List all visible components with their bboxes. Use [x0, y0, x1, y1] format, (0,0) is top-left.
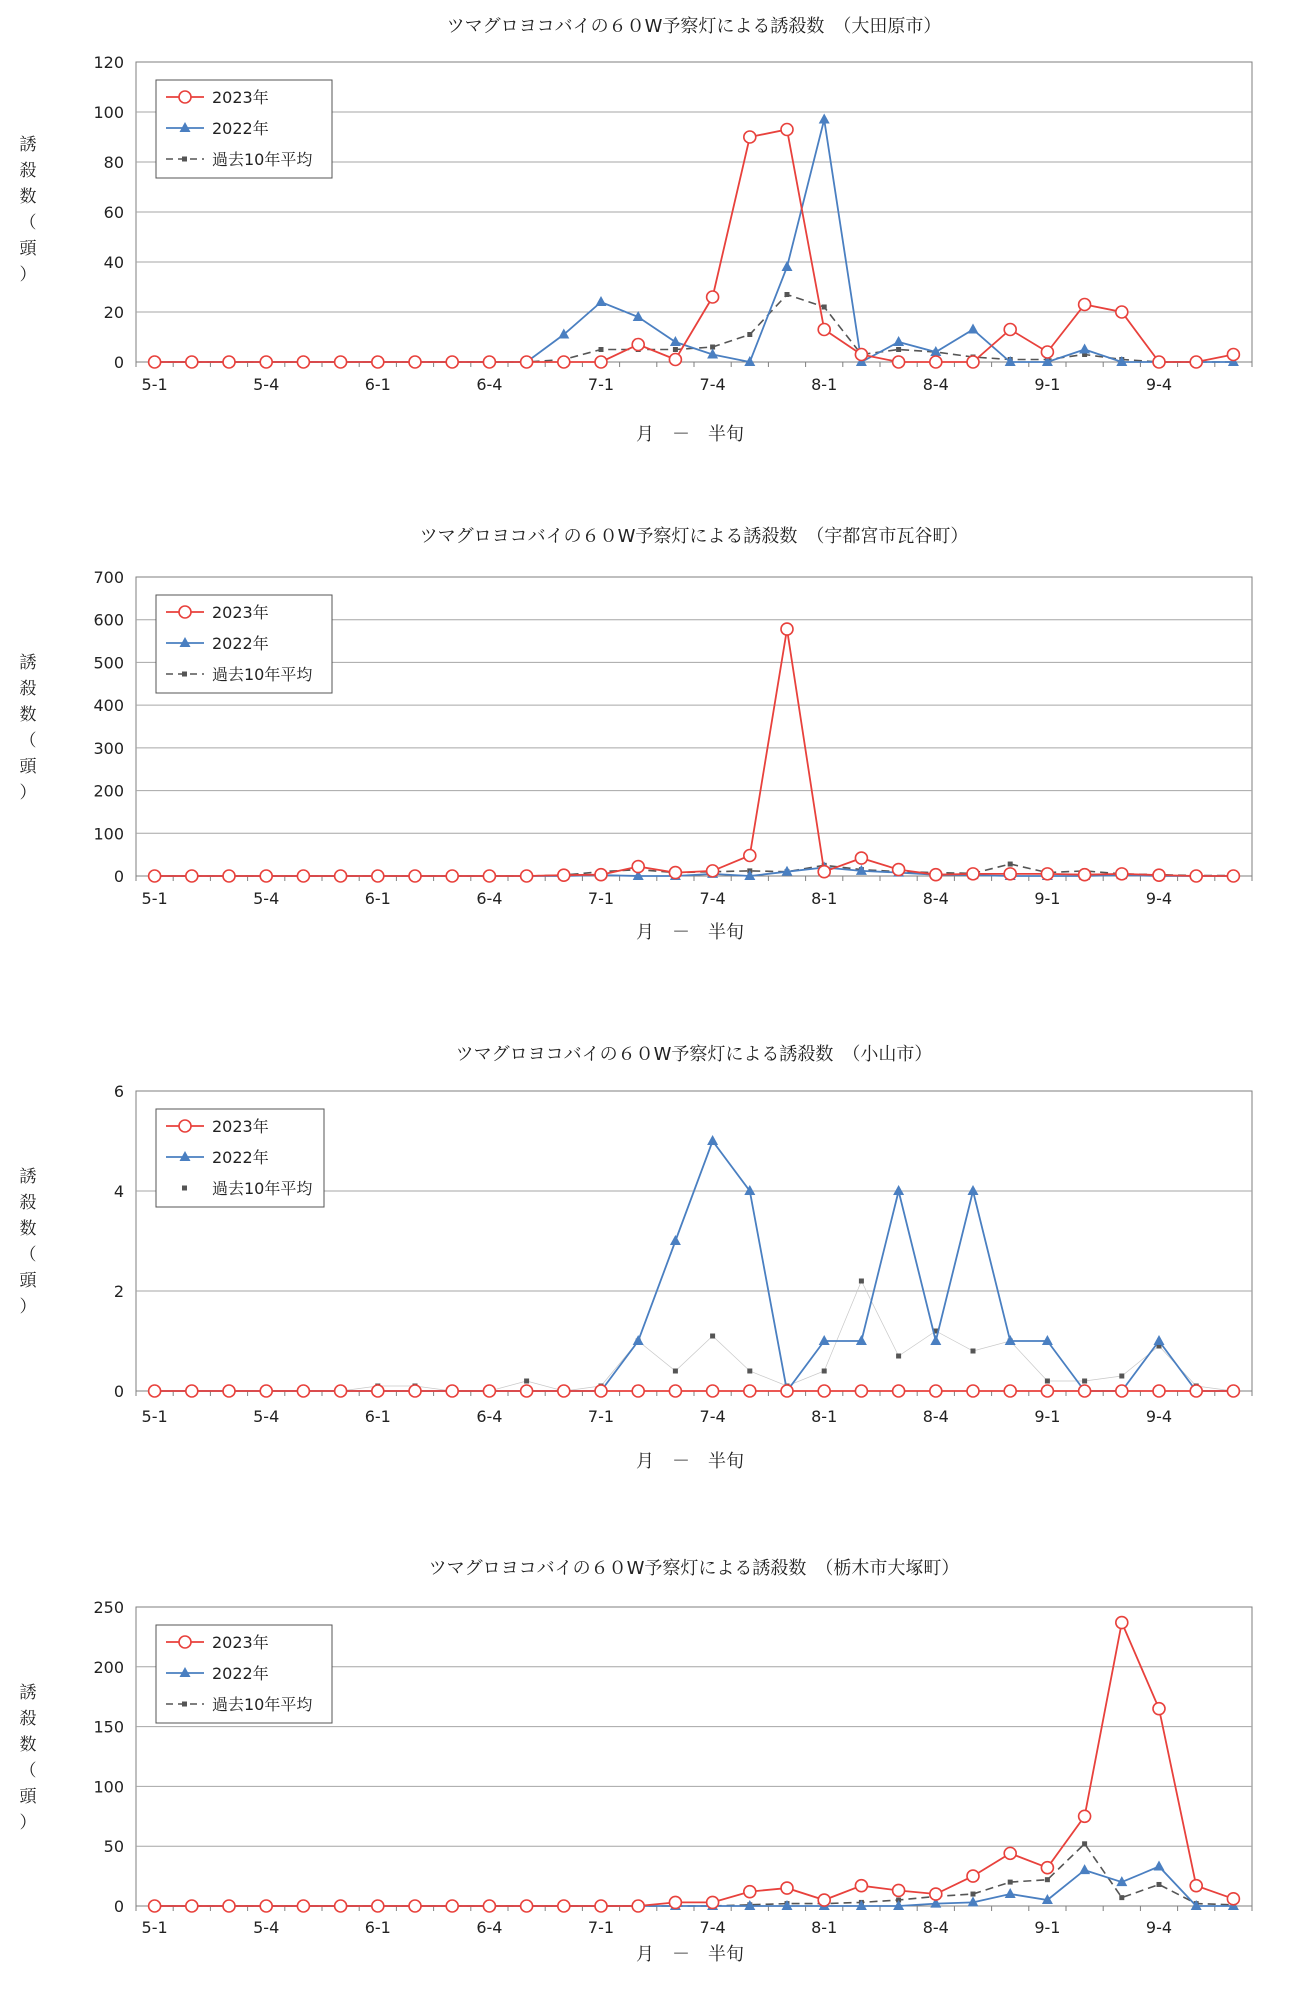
point-2023: [409, 1900, 421, 1912]
point-2023: [1190, 1385, 1202, 1397]
legend-marker-2023: [179, 91, 191, 103]
point-2023: [707, 1385, 719, 1397]
point-2023: [1227, 870, 1239, 882]
point-2023: [186, 1900, 198, 1912]
x-tick-label: 9-1: [1034, 889, 1061, 908]
point-2023: [409, 356, 421, 368]
point-2023: [483, 356, 495, 368]
point-2023: [595, 1385, 607, 1397]
y-axis-label-char: 殺: [19, 1709, 37, 1729]
point-2023: [558, 1900, 570, 1912]
y-axis-label-char: 誘: [19, 1683, 37, 1703]
point-2022: [707, 1135, 718, 1145]
point-2023: [1004, 1847, 1016, 1859]
x-tick-label: 6-1: [364, 1407, 391, 1426]
x-tick-label: 5-1: [141, 1407, 168, 1426]
point-avg: [1008, 1880, 1013, 1885]
y-axis-label-char: 数: [19, 187, 37, 207]
legend-label-y2023: 2023年: [212, 603, 269, 622]
point-avg: [971, 1349, 976, 1354]
point-2023: [744, 1385, 756, 1397]
y-tick-label: 0: [113, 1382, 124, 1401]
point-avg: [1157, 1882, 1162, 1887]
legend-marker-avg: [182, 1702, 187, 1707]
point-2023: [1004, 1385, 1016, 1397]
point-2023: [186, 870, 198, 882]
y-axis-label-char: 頭: [19, 757, 37, 777]
y-axis-label-char: （: [19, 731, 37, 751]
legend-label-y2022: 2022年: [212, 634, 269, 653]
point-2023: [781, 1882, 793, 1894]
point-2023: [1041, 1862, 1053, 1874]
point-2023: [744, 131, 756, 143]
x-tick-label: 5-1: [141, 889, 168, 908]
x-axis-label: 月 － 半旬: [636, 1451, 744, 1472]
point-avg: [524, 1379, 529, 1384]
point-2023: [595, 356, 607, 368]
x-tick-label: 6-4: [476, 1918, 503, 1937]
x-tick-label: 6-4: [476, 1407, 503, 1426]
y-tick-label: 2: [113, 1282, 124, 1301]
point-2022: [856, 1900, 867, 1910]
point-avg: [1082, 1379, 1087, 1384]
point-2023: [818, 1385, 830, 1397]
point-2022: [596, 296, 607, 306]
y-tick-label: 50: [103, 1837, 124, 1857]
point-2023: [707, 1896, 719, 1908]
point-2023: [930, 1385, 942, 1397]
x-tick-label: 7-4: [699, 1407, 726, 1426]
point-2023: [483, 1385, 495, 1397]
point-2023: [149, 1900, 161, 1912]
x-axis-label: 月 － 半旬: [636, 424, 744, 445]
point-2022: [670, 1235, 681, 1245]
point-2023: [893, 1385, 905, 1397]
y-axis-label-char: ）: [19, 265, 37, 285]
point-2023: [669, 354, 681, 366]
chart-tochigi: [0, 1540, 1305, 2010]
y-tick-label: 100: [93, 103, 124, 122]
point-2023: [632, 339, 644, 351]
point-2023: [483, 870, 495, 882]
x-tick-label: 9-1: [1034, 1918, 1061, 1937]
point-2022: [968, 324, 979, 334]
point-2023: [930, 356, 942, 368]
chart-title: ツマグロヨコバイの６０W予察灯による誘殺数 （栃木市大塚町）: [428, 1558, 960, 1579]
x-tick-label: 5-4: [253, 375, 280, 394]
x-tick-label: 9-4: [1145, 1918, 1173, 1937]
chart-title: ツマグロヨコバイの６０W予察灯による誘殺数 （宇都宮市瓦谷町）: [419, 526, 969, 547]
chart-utsunomiya: [0, 510, 1305, 970]
point-2023: [1116, 1617, 1128, 1629]
point-2023: [1153, 1385, 1165, 1397]
x-tick-label: 6-1: [364, 889, 391, 908]
y-axis-label-char: 数: [19, 1219, 37, 1239]
legend-label-y2023: 2023年: [212, 1633, 269, 1652]
point-2023: [223, 1900, 235, 1912]
point-2023: [1041, 346, 1053, 358]
y-axis-label-char: 殺: [19, 161, 37, 181]
legend-label-avg: 過去10年平均: [212, 1179, 313, 1198]
point-avg: [673, 1369, 678, 1374]
point-2023: [260, 356, 272, 368]
point-2023: [1004, 324, 1016, 336]
point-avg: [859, 1279, 864, 1284]
x-tick-label: 5-4: [253, 1407, 280, 1426]
point-2023: [1153, 1703, 1165, 1715]
y-axis-label-char: ）: [19, 1297, 37, 1317]
point-2023: [1079, 299, 1091, 311]
point-2023: [669, 867, 681, 879]
point-2022: [930, 1335, 941, 1345]
legend-label-avg: 過去10年平均: [212, 665, 313, 684]
point-2023: [521, 870, 533, 882]
point-2023: [855, 1385, 867, 1397]
point-2022: [968, 1185, 979, 1195]
y-tick-label: 0: [113, 353, 124, 372]
y-tick-label: 60: [103, 203, 124, 222]
y-tick-label: 150: [93, 1717, 124, 1737]
legend-marker-avg: [182, 157, 187, 162]
x-tick-label: 7-1: [587, 1918, 615, 1937]
point-2023: [1227, 349, 1239, 361]
point-2023: [595, 1900, 607, 1912]
point-2023: [595, 869, 607, 881]
point-2022: [856, 1335, 867, 1345]
legend-marker-avg: [182, 672, 187, 677]
point-2023: [855, 1880, 867, 1892]
point-2023: [818, 866, 830, 878]
point-avg: [1119, 1374, 1124, 1379]
legend-label-y2022: 2022年: [212, 1148, 269, 1167]
x-tick-label: 5-1: [141, 1918, 168, 1937]
point-avg: [896, 347, 901, 352]
point-2023: [223, 870, 235, 882]
point-2023: [1079, 1810, 1091, 1822]
y-axis-label-char: （: [19, 213, 37, 233]
point-2023: [1153, 869, 1165, 881]
y-axis-label-char: （: [19, 1761, 37, 1781]
point-avg: [822, 1369, 827, 1374]
legend-marker-2023: [179, 606, 191, 618]
y-tick-label: 100: [93, 1777, 124, 1797]
legend-marker-2023: [179, 1120, 191, 1132]
point-2023: [1227, 1385, 1239, 1397]
y-axis-label-char: （: [19, 1245, 37, 1265]
point-2023: [372, 870, 384, 882]
x-tick-label: 7-4: [699, 1918, 726, 1937]
point-2023: [446, 356, 458, 368]
x-tick-label: 6-1: [364, 1918, 391, 1937]
point-2023: [521, 356, 533, 368]
point-2023: [632, 861, 644, 873]
x-tick-label: 8-4: [922, 375, 949, 394]
point-2023: [1190, 356, 1202, 368]
point-2023: [1079, 869, 1091, 881]
point-2023: [818, 1894, 830, 1906]
y-tick-label: 500: [93, 653, 124, 673]
x-tick-label: 6-1: [364, 375, 391, 394]
x-tick-label: 9-1: [1034, 375, 1061, 394]
y-axis-label-char: 殺: [19, 679, 37, 699]
point-2023: [669, 1896, 681, 1908]
y-tick-label: 400: [93, 696, 124, 716]
legend-label-avg: 過去10年平均: [212, 1695, 313, 1714]
point-avg: [710, 1334, 715, 1339]
point-2023: [967, 868, 979, 880]
y-tick-label: 300: [93, 738, 124, 758]
x-axis-label: 月 － 半旬: [636, 1944, 744, 1965]
x-tick-label: 8-4: [922, 889, 949, 908]
x-tick-label: 8-4: [922, 1407, 949, 1426]
x-tick-label: 9-1: [1034, 1407, 1061, 1426]
y-axis-label-char: ）: [19, 783, 37, 803]
y-axis-label-char: 誘: [19, 653, 37, 673]
point-2023: [632, 1385, 644, 1397]
x-axis-label: 月 － 半旬: [636, 922, 744, 943]
point-2023: [223, 1385, 235, 1397]
point-2023: [446, 1900, 458, 1912]
point-2023: [855, 349, 867, 361]
point-2023: [223, 356, 235, 368]
y-tick-label: 20: [103, 303, 124, 322]
point-2023: [1190, 1880, 1202, 1892]
point-2023: [409, 870, 421, 882]
point-2023: [1116, 868, 1128, 880]
point-2023: [707, 291, 719, 303]
legend-label-y2022: 2022年: [212, 1664, 269, 1683]
point-avg: [747, 1369, 752, 1374]
y-axis-label-char: 数: [19, 705, 37, 725]
x-tick-label: 8-1: [811, 1918, 838, 1937]
point-avg: [673, 347, 678, 352]
point-avg: [1045, 1877, 1050, 1882]
point-avg: [1008, 862, 1013, 867]
point-2023: [297, 1385, 309, 1397]
point-2022: [819, 114, 830, 124]
point-2022: [1042, 1335, 1053, 1345]
y-axis-label-char: ）: [19, 1813, 37, 1833]
x-tick-label: 7-4: [699, 889, 726, 908]
point-avg: [822, 305, 827, 310]
x-tick-label: 8-1: [811, 375, 838, 394]
point-2023: [186, 1385, 198, 1397]
point-2023: [1116, 1385, 1128, 1397]
point-2023: [967, 356, 979, 368]
point-2022: [782, 1900, 793, 1910]
point-2023: [372, 1385, 384, 1397]
point-2023: [558, 356, 570, 368]
point-2023: [893, 864, 905, 876]
point-2023: [335, 870, 347, 882]
point-2023: [1190, 870, 1202, 882]
point-2023: [669, 1385, 681, 1397]
y-axis-label-char: 誘: [19, 135, 37, 155]
point-2022: [1005, 1335, 1016, 1345]
y-tick-label: 40: [103, 253, 124, 272]
point-avg: [1119, 1895, 1124, 1900]
point-2023: [483, 1900, 495, 1912]
point-2022: [1005, 1888, 1016, 1898]
point-2023: [335, 1900, 347, 1912]
y-axis-label-char: 誘: [19, 1167, 37, 1187]
point-2022: [893, 1185, 904, 1195]
point-2023: [521, 1900, 533, 1912]
chart-oyama: [0, 1030, 1305, 1510]
point-2023: [930, 869, 942, 881]
y-tick-label: 4: [113, 1182, 124, 1201]
y-tick-label: 6: [113, 1082, 124, 1101]
x-tick-label: 9-4: [1145, 375, 1173, 394]
series-line-2022: [155, 1867, 1234, 1907]
y-axis-label-char: 殺: [19, 1193, 37, 1213]
chart-title: ツマグロヨコバイの６０W予察灯による誘殺数 （小山市）: [455, 1044, 933, 1065]
y-tick-label: 100: [93, 824, 124, 844]
point-2023: [372, 356, 384, 368]
y-tick-label: 700: [93, 568, 124, 587]
legend-marker-2023: [179, 1636, 191, 1648]
y-tick-label: 80: [103, 153, 124, 172]
x-tick-label: 8-4: [922, 1918, 949, 1937]
point-2023: [335, 356, 347, 368]
point-2023: [260, 1385, 272, 1397]
point-2022: [1079, 1864, 1090, 1874]
point-2023: [781, 124, 793, 136]
point-2023: [1041, 1385, 1053, 1397]
point-2023: [149, 870, 161, 882]
point-avg: [971, 1892, 976, 1897]
x-tick-label: 5-4: [253, 1918, 280, 1937]
point-avg: [785, 292, 790, 297]
point-2023: [297, 356, 309, 368]
point-2023: [409, 1385, 421, 1397]
point-2023: [818, 324, 830, 336]
x-tick-label: 6-4: [476, 889, 503, 908]
point-2023: [893, 356, 905, 368]
point-avg: [1082, 1841, 1087, 1846]
y-axis-label-char: 数: [19, 1735, 37, 1755]
point-avg: [896, 1354, 901, 1359]
point-2022: [633, 1335, 644, 1345]
y-tick-label: 200: [93, 781, 124, 801]
point-2023: [260, 870, 272, 882]
point-2022: [670, 336, 681, 346]
point-2023: [1004, 868, 1016, 880]
x-tick-label: 6-4: [476, 375, 503, 394]
point-2022: [1154, 1335, 1165, 1345]
point-2023: [1153, 356, 1165, 368]
point-2023: [967, 1385, 979, 1397]
point-2022: [1079, 344, 1090, 354]
x-tick-label: 9-4: [1145, 1407, 1173, 1426]
point-2023: [372, 1900, 384, 1912]
point-2023: [1116, 306, 1128, 318]
point-2023: [558, 1385, 570, 1397]
point-2023: [297, 1900, 309, 1912]
point-2023: [744, 849, 756, 861]
point-2023: [335, 1385, 347, 1397]
x-tick-label: 7-1: [587, 1407, 615, 1426]
point-2022: [1154, 1861, 1165, 1871]
y-tick-label: 0: [113, 867, 124, 886]
point-2023: [1227, 1893, 1239, 1905]
y-axis-label-char: 頭: [19, 1787, 37, 1807]
legend-label-y2023: 2023年: [212, 1117, 269, 1136]
point-2023: [744, 1886, 756, 1898]
series-line-avg: [155, 1844, 1234, 1906]
x-tick-label: 8-1: [811, 1407, 838, 1426]
point-2023: [149, 1385, 161, 1397]
chart-otawara: [0, 0, 1305, 460]
legend-label-y2023: 2023年: [212, 88, 269, 107]
point-avg: [747, 332, 752, 337]
point-2023: [260, 1900, 272, 1912]
point-2023: [446, 1385, 458, 1397]
y-tick-label: 200: [93, 1657, 124, 1677]
point-2023: [1041, 868, 1053, 880]
point-2023: [297, 870, 309, 882]
point-2023: [1079, 1385, 1091, 1397]
x-tick-label: 9-4: [1145, 889, 1173, 908]
legend-label-y2022: 2022年: [212, 119, 269, 138]
y-axis-label-char: 頭: [19, 239, 37, 259]
point-2023: [781, 623, 793, 635]
point-avg: [599, 347, 604, 352]
x-tick-label: 8-1: [811, 889, 838, 908]
point-2023: [521, 1385, 533, 1397]
x-tick-label: 7-1: [587, 375, 615, 394]
point-2023: [930, 1888, 942, 1900]
point-2023: [558, 869, 570, 881]
point-2023: [707, 865, 719, 877]
point-avg: [1045, 1379, 1050, 1384]
x-tick-label: 7-4: [699, 375, 726, 394]
point-2023: [893, 1884, 905, 1896]
point-2023: [446, 870, 458, 882]
point-2023: [632, 1900, 644, 1912]
y-axis-label-char: 頭: [19, 1271, 37, 1291]
x-tick-label: 7-1: [587, 889, 615, 908]
y-tick-label: 600: [93, 610, 124, 630]
point-2022: [819, 1335, 830, 1345]
y-tick-label: 120: [93, 53, 124, 72]
y-tick-label: 250: [93, 1598, 124, 1617]
point-2022: [893, 336, 904, 346]
point-2023: [855, 852, 867, 864]
point-2023: [967, 1870, 979, 1882]
legend-label-avg: 過去10年平均: [212, 150, 313, 169]
point-2023: [149, 356, 161, 368]
x-tick-label: 5-4: [253, 889, 280, 908]
x-tick-label: 5-1: [141, 375, 168, 394]
chart-title: ツマグロヨコバイの６０W予察灯による誘殺数 （大田原市）: [446, 16, 942, 37]
y-tick-label: 0: [113, 1897, 124, 1916]
point-2023: [186, 356, 198, 368]
legend-marker-avg: [182, 1186, 187, 1191]
point-2023: [781, 1385, 793, 1397]
